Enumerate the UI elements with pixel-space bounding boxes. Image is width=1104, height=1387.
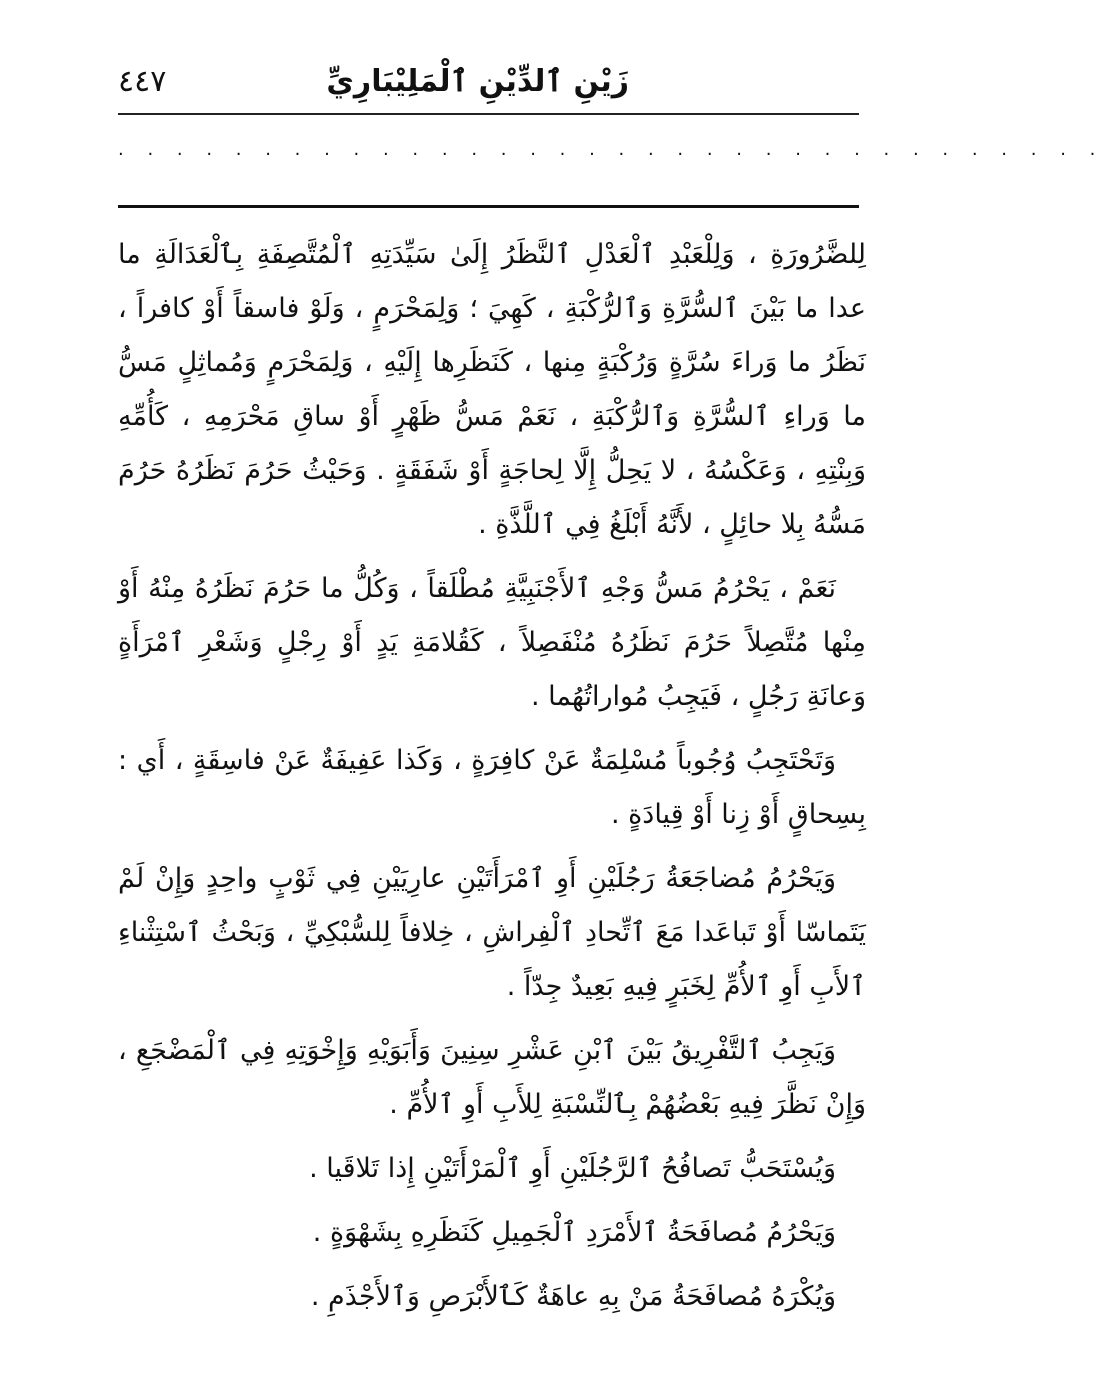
paragraph: وَيُسْتَحَبُّ تَصافُحُ ٱلرَّجُلَيْنِ أَوِ ٱلْمَرْأَتَيْنِ إِذا تَلاقَيا . [309,1153,836,1184]
footnote-dots: . . . . . . . . . . . . . . . . . . . . . . . . . . . . . . . . . . [118,139,1104,160]
running-title: زَيْنِ ٱلدِّيْنِ ٱلْمَلِيْبَارِيِّ [326,64,629,99]
page-number: ٤٤٧ [118,64,167,99]
section-rule [118,205,859,208]
paragraph: نَعَمْ ، يَحْرُمُ مَسُّ وَجْهِ ٱلأَجْنَبِيَّةِ مُطْلَقاً ، وَكُلُّ ما حَرُمَ نَظَرُهُ مِنْهُ أَوْ مِنْها مُتَّصِلاً حَرُمَ نَظَرُهُ مُنْفَصِلاً ، كَقُلامَةِ يَدٍ أَوْ رِجْلٍ وَشَعْرِ ٱمْرَأَةٍ وَعانَةِ رَجُلٍ ، فَيَجِبُ مُواراتُهُما . [118,573,866,712]
page-header [118,60,884,110]
paragraph: وَيَحْرُمُ مُصافَحَةُ ٱلأَمْرَدِ ٱلْجَمِيلِ كَنَظَرِهِ بِشَهْوَةٍ . [312,1217,836,1248]
paragraph: لِلضَّرُورَةِ ، وَلِلْعَبْدِ ٱلْعَدْلِ ٱلنَّظَرُ إِلَىٰ سَيِّدَتِهِ ٱلْمُتَّصِفَةِ بِٱلْعَدَالَةِ ما عدا ما بَيْنَ ٱلسُّرَّةِ وَٱلرُّكْبَةِ ، كَهِيَ ؛ وَلِمَحْرَمٍ ، وَلَوْ فاسقاً أَوْ كافراً ، نَظَرُ ما وَراءَ سُرَّةٍ وَرُكْبَةٍ مِنها ، كَنَظَرِها إِلَيْهِ ، وَلِمَحْرَمٍ وَمُماثِلٍ مَسُّ ما وَراءِ ٱلسُّرَّةِ وَٱلرُّكْبَةِ ، نَعَمْ مَسُّ ظَهْرٍ أَوْ ساقِ مَحْرَمِهِ ، كَأُمِّهِ وَبِنْتِهِ ، وَعَكْسُهُ ، لا يَحِلُّ إِلَّا لِحاجَةٍ أَوْ شَفَقَةٍ . وَحَيْثُ حَرُمَ نَظَرُهُ حَرُمَ مَسُّهُ بِلا حائِلٍ ، لأَنَّهُ أَبْلَغُ فِي ٱللَّذَّةِ . [118,239,866,540]
body-text [118,228,866,1334]
paragraph: وَتَحْتَجِبُ وُجُوباً مُسْلِمَةٌ عَنْ كافِرَةٍ ، وَكَذا عَفِيفَةٌ عَنْ فاسِقَةٍ ، أَي : بِسِحاقٍ أَوْ زِنا أَوْ قِيادَةٍ . [118,745,866,830]
paragraph: وَيَجِبُ ٱلتَّفْرِيقُ بَيْنَ ٱبْنِ عَشْرِ سِنِينَ وَأَبَوَيْهِ وَإِخْوَتِهِ فِي ٱلْمَضْجَعِ ، وَإِنْ نَظَّرَ فِيهِ بَعْضُهُمْ بِٱلنِّسْبَةِ لِلأَبِ أَوِ ٱلأُمِّ . [118,1035,866,1120]
paragraph: وَيُكْرَهُ مُصافَحَةُ مَنْ بِهِ عاهَةٌ كَٱلأَبْرَصِ وَٱلأَجْذَمِ . [310,1281,836,1312]
paragraph: وَيَحْرُمُ مُضاجَعَةُ رَجُلَيْنِ أَوِ ٱمْرَأَتَيْنِ عارِيَيْنِ فِي ثَوْبٍ واحِدٍ وَإِنْ لَمْ يَتَماسّا أَوْ تَباعَدا مَعَ ٱتِّحادِ ٱلْفِراشِ ، خِلافاً لِلسُّبْكِيِّ ، وَبَحْثُ ٱسْتِثْناءِ ٱلأَبِ أَوِ ٱلأُمِّ لِخَبَرٍ فِيهِ بَعِيدٌ جِدّاً . [118,863,866,1002]
header-rule [118,113,859,115]
